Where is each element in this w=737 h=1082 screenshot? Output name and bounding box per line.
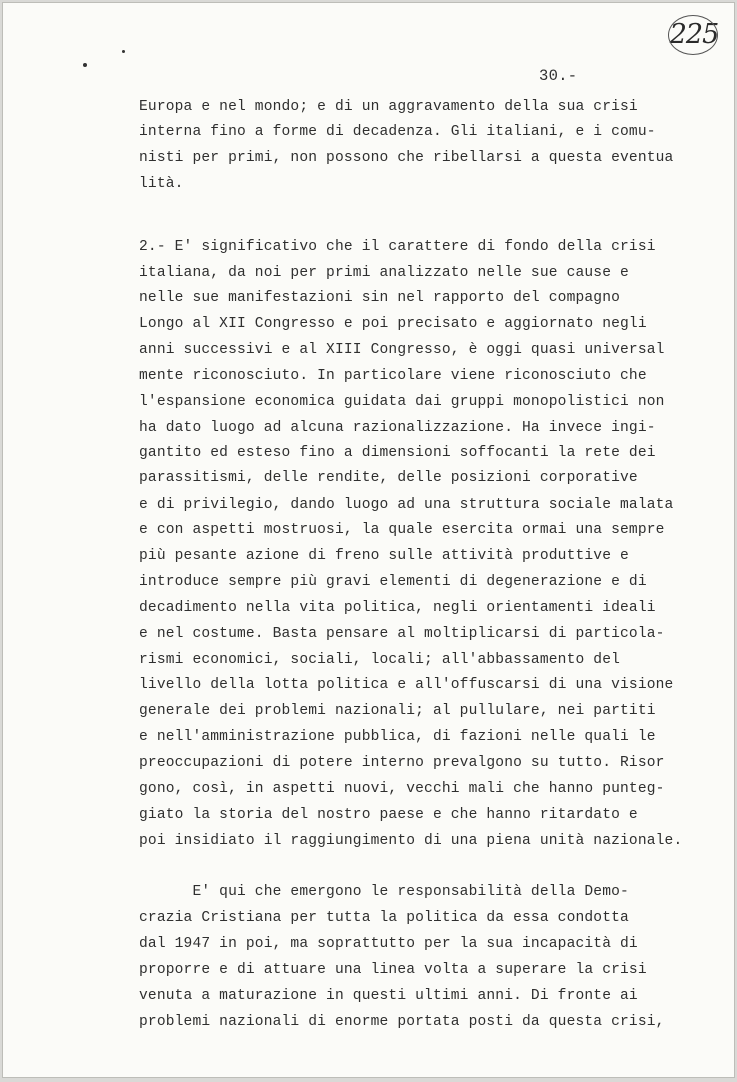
text-line: rismi economici, sociali, locali; all'abbassamento del xyxy=(139,652,621,668)
text-line: nelle sue manifestazioni sin nel rapporto del compagno xyxy=(139,290,621,306)
text-line: e nell'amministrazione pubblica, di fazioni nelle quali le xyxy=(139,729,656,745)
text-line: venuta a maturazione in questi ultimi anni. Di fronte ai xyxy=(139,988,638,1004)
text-line: poi insidiato il raggiungimento di una piena unità nazionale. xyxy=(139,833,683,849)
text-line: anni successivi e al XIII Congresso, è oggi quasi universal xyxy=(139,342,665,358)
text-line: crazia Cristiana per tutta la politica da essa condotta xyxy=(139,910,629,926)
text-line: dal 1947 in poi, ma soprattutto per la sua incapacità di xyxy=(139,936,638,952)
text-line: ha dato luogo ad alcuna razionalizzazione. Ha invece ingi- xyxy=(139,420,656,436)
stamp-circle xyxy=(668,15,718,55)
text-line: introduce sempre più gravi elementi di degenerazione e di xyxy=(139,574,647,590)
text-line: problemi nazionali di enorme portata posti da questa crisi, xyxy=(139,1014,665,1030)
ink-speck xyxy=(122,50,125,53)
text-line: mente riconosciuto. In particolare viene riconosciuto che xyxy=(139,368,647,384)
text-line: e con aspetti mostruosi, la quale esercita ormai una sempre xyxy=(139,522,665,538)
text-line: più pesante azione di freno sulle attività produttive e xyxy=(139,548,629,564)
text-line: decadimento nella vita politica, negli orientamenti ideali xyxy=(139,600,656,616)
text-line: preoccupazioni di potere interno prevalgono su tutto. Risor xyxy=(139,755,665,771)
text-line: interna fino a forme di decadenza. Gli italiani, e i comu- xyxy=(139,124,656,140)
text-line: gantito ed esteso fino a dimensioni soffocanti la rete dei xyxy=(139,445,656,461)
text-line: Longo al XII Congresso e poi precisato e aggiornato negli xyxy=(139,316,647,332)
stamp-number: 225 xyxy=(669,19,719,50)
text-line: gono, così, in aspetti nuovi, vecchi mali che hanno punteg- xyxy=(139,781,665,797)
text-line: italiana, da noi per primi analizzato nelle sue cause e xyxy=(139,265,629,281)
document-page xyxy=(2,2,735,1078)
text-line: e di privilegio, dando luogo ad una struttura sociale malata xyxy=(139,497,674,513)
ink-speck xyxy=(83,63,87,67)
page-number: 30.- xyxy=(539,67,578,85)
text-line: e nel costume. Basta pensare al moltiplicarsi di particola- xyxy=(139,626,665,642)
archive-stamp xyxy=(665,11,723,59)
text-line: nisti per primi, non possono che ribellarsi a questa eventua xyxy=(139,150,674,166)
text-line: parassitismi, delle rendite, delle posizioni corporative xyxy=(139,470,638,486)
text-line: giato la storia del nostro paese e che hanno ritardato e xyxy=(139,807,638,823)
text-line: 2.- E' significativo che il carattere di fondo della crisi xyxy=(139,239,656,255)
text-line: E' qui che emergono le responsabilità della Demo- xyxy=(139,884,629,900)
text-line: generale dei problemi nazionali; al pullulare, nei partiti xyxy=(139,703,656,719)
text-line: lità. xyxy=(139,176,184,192)
text-line: proporre e di attuare una linea volta a superare la crisi xyxy=(139,962,647,978)
text-line: l'espansione economica guidata dai gruppi monopolistici non xyxy=(139,394,665,410)
text-line: Europa e nel mondo; e di un aggravamento della sua crisi xyxy=(139,99,638,115)
text-line: livello della lotta politica e all'offuscarsi di una visione xyxy=(139,677,674,693)
